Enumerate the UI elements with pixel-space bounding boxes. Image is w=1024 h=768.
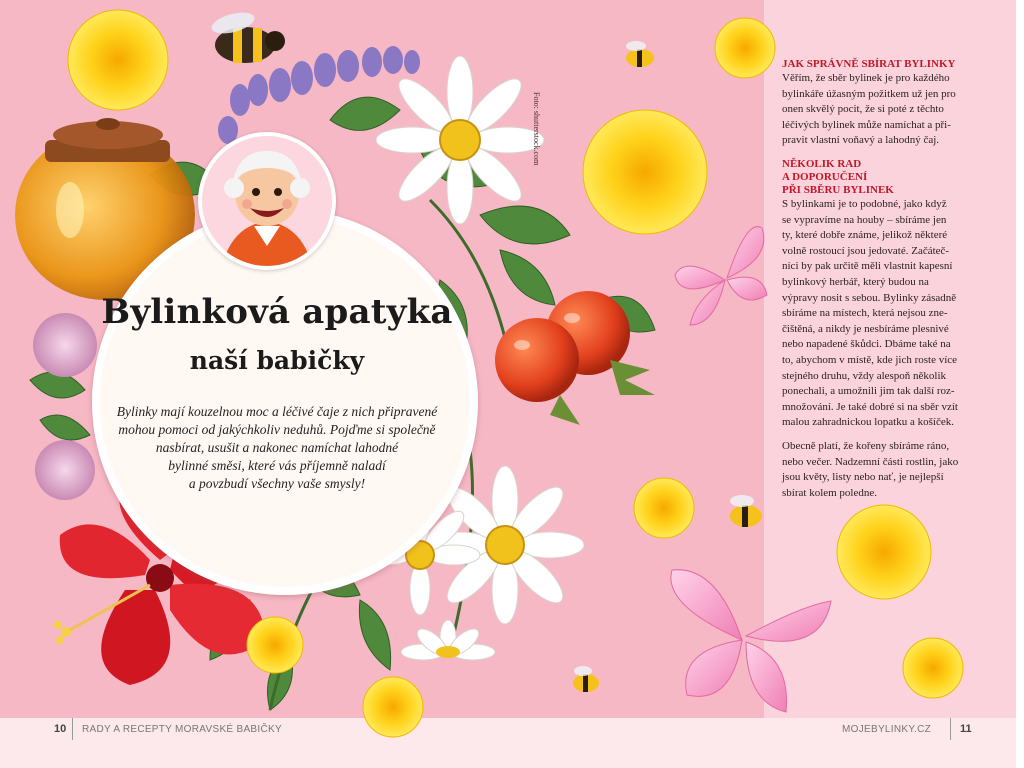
body-line: ponechali, a umožnili jim tak další roz- (782, 385, 955, 398)
section-advice (782, 158, 974, 501)
page-subtitle: naší babičky (189, 346, 365, 375)
body-line: sbírat kolem poledne. (782, 486, 878, 499)
body-line: jsou květy, listy nebo nať, je nejlepší (782, 471, 944, 484)
body-line: množování. Je také dobré si na sběr vzít (782, 400, 958, 413)
body-line: Obecně platí, že kořeny sbíráme ráno, (782, 439, 950, 452)
intro-paragraph (112, 403, 442, 493)
section-collecting (782, 58, 974, 149)
body-line: nebo večer. Nadzemní části rostlin, jako (782, 455, 959, 468)
intro-line: bylinné směsi, které vás příjemně naladí (168, 458, 386, 473)
body-line: malou zahradnickou lopatku a košíček. (782, 416, 954, 429)
body-line: onen skvělý pocit, že si poté z těchto (782, 103, 944, 116)
page-title: Bylinková apatyka (101, 292, 453, 332)
running-title: RADY A RECEPTY MORAVSKÉ BABIČKY (82, 724, 282, 735)
body-line: bylinkový herbář, který budou na (782, 275, 929, 288)
body-line: výpravy nosit s sebou. Bylinky zásadně (782, 291, 957, 304)
body-line: sbíráme na místech, která nejsou zne- (782, 307, 948, 320)
intro-line: mohou pomoci od jakýchkoliv neduhů. Pojďme si společně (118, 422, 436, 437)
body-line: se vypravíme na houby – sbíráme jen (782, 213, 947, 226)
page-number-right: 11 (960, 723, 972, 735)
photo-credit: Foto: shutterstock.com (532, 92, 541, 166)
body-line: to, abychom v místě, kde jich roste více (782, 353, 958, 366)
page-edge (1016, 0, 1024, 768)
body-line: nebo napadené škůdci. Dbáme také na (782, 338, 951, 351)
footer-divider (950, 718, 951, 740)
body-line: stejného druhu, vždy alespoň několik (782, 369, 947, 382)
body-line: pravit vlastní voňavý a lahodný čaj. (782, 134, 940, 147)
intro-line: a povzbudí všechny vaše smysly! (188, 476, 366, 491)
body-line: níci by pak určitě měli vlastnit kapesní (782, 260, 953, 273)
intro-line: Bylinky mají kouzelnou moc a léčivé čaje z nich připravené (116, 404, 438, 419)
body-line: ty, které dobře známe, jelikož některé (782, 229, 948, 242)
body-line: čištěná, a nikdy je nesbíráme plesnivé (782, 322, 949, 335)
section-heading-line: NĚKOLIK RAD (782, 158, 862, 170)
section-heading-line: PŘI SBĚRU BYLINEK (782, 184, 894, 196)
body-line: Věřím, že sběr bylinek je pro každého (782, 72, 950, 84)
body-line: S bylinkami je to podobné, jako když (782, 198, 947, 210)
page-number-left: 10 (54, 723, 67, 735)
website-footer: MOJEBYLINKY.CZ (842, 724, 932, 735)
clover-icon (33, 313, 97, 500)
body-line: bylinkáře úžasným požitkem už jen pro (782, 87, 956, 100)
section-heading: JAK SPRÁVNĚ SBÍRAT BYLINKY (782, 58, 956, 70)
section-heading-line: A DOPORUČENÍ (782, 171, 868, 183)
body-line: volně rostoucí jsou jedovaté. Začáteč- (782, 244, 950, 257)
footer-divider (72, 718, 73, 740)
grandma-avatar (198, 132, 336, 270)
body-line: léčivých bylinek může namíchat a při- (782, 118, 951, 131)
intro-line: nasbírat, usušit a nakonec namíchat lahodné (155, 440, 399, 455)
